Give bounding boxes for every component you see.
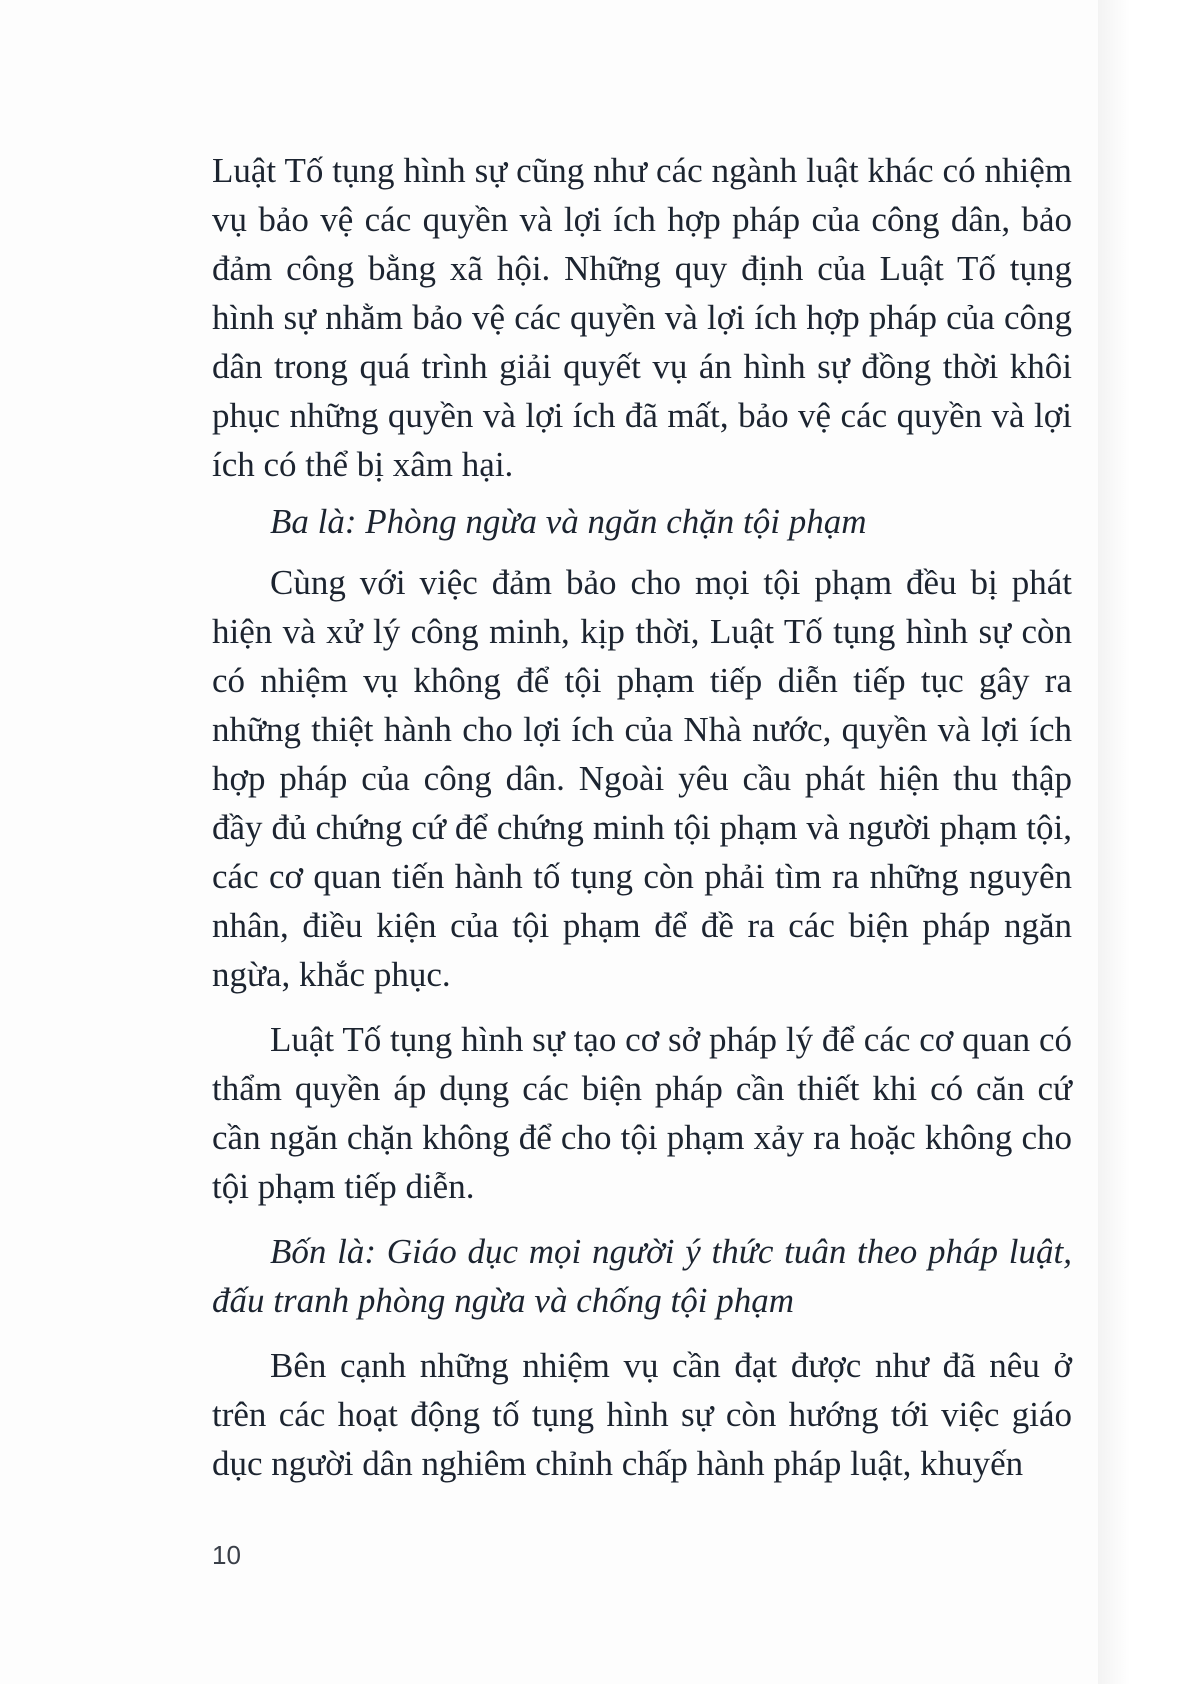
heading-bon-la: Bốn là: Giáo dục mọi người ý thức tuân theo pháp luật, đấu tranh phòng ngừa và chống tội phạm [212,1232,1072,1320]
paragraph-giao-duc: Bên cạnh những nhiệm vụ cần đạt được như đã nêu ở trên các hoạt động tố tụng hình sự còn hướng tới việc giáo dục người dân nghiêm chỉnh chấp hành pháp luật, khuyến [212,1346,1072,1483]
page-edge-shadow [1098,0,1190,1684]
paragraph-intro: Luật Tố tụng hình sự cũng như các ngành luật khác có nhiệm vụ bảo vệ các quyền và lợi ích hợp pháp của công dân, bảo đảm công bằng xã hội. Những quy định của Luật Tố tụng hình sự nhằm bảo vệ các quyền và lợi ích hợp pháp của công dân trong quá trình giải quyết vụ án hình sự đồng thời khôi phục những quyền và lợi ích đã mất, bảo vệ các quyền và lợi ích có thể bị xâm hại. [212,151,1072,484]
paragraph-phong-ngua: Cùng với việc đảm bảo cho mọi tội phạm đều bị phát hiện và xử lý công minh, kịp thời, Luật Tố tụng hình sự còn có nhiệm vụ không để tội phạm tiếp diễn tiếp tục gây ra những thiệt hành cho lợi ích của Nhà nước, quyền và lợi ích hợp pháp của công dân. Ngoài yêu cầu phát hiện thu thập đầy đủ chứng cứ để chứng minh tội phạm và người phạm tội, các cơ quan tiến hành tố tụng còn phải tìm ra những nguyên nhân, điều kiện của tội phạm để đề ra các biện pháp ngăn ngừa, khắc phục. [212,563,1072,994]
heading-ba-la: Ba là: Phòng ngừa và ngăn chặn tội phạm [270,502,867,541]
paragraph-co-so-phap-ly: Luật Tố tụng hình sự tạo cơ sở pháp lý để các cơ quan có thẩm quyền áp dụng các biện pháp cần thiết khi có căn cứ cần ngăn chặn không để cho tội phạm xảy ra hoặc không cho tội phạm tiếp diễn. [212,1020,1072,1206]
body-text [212,146,1072,1488]
page-number: 10 [212,1540,241,1570]
